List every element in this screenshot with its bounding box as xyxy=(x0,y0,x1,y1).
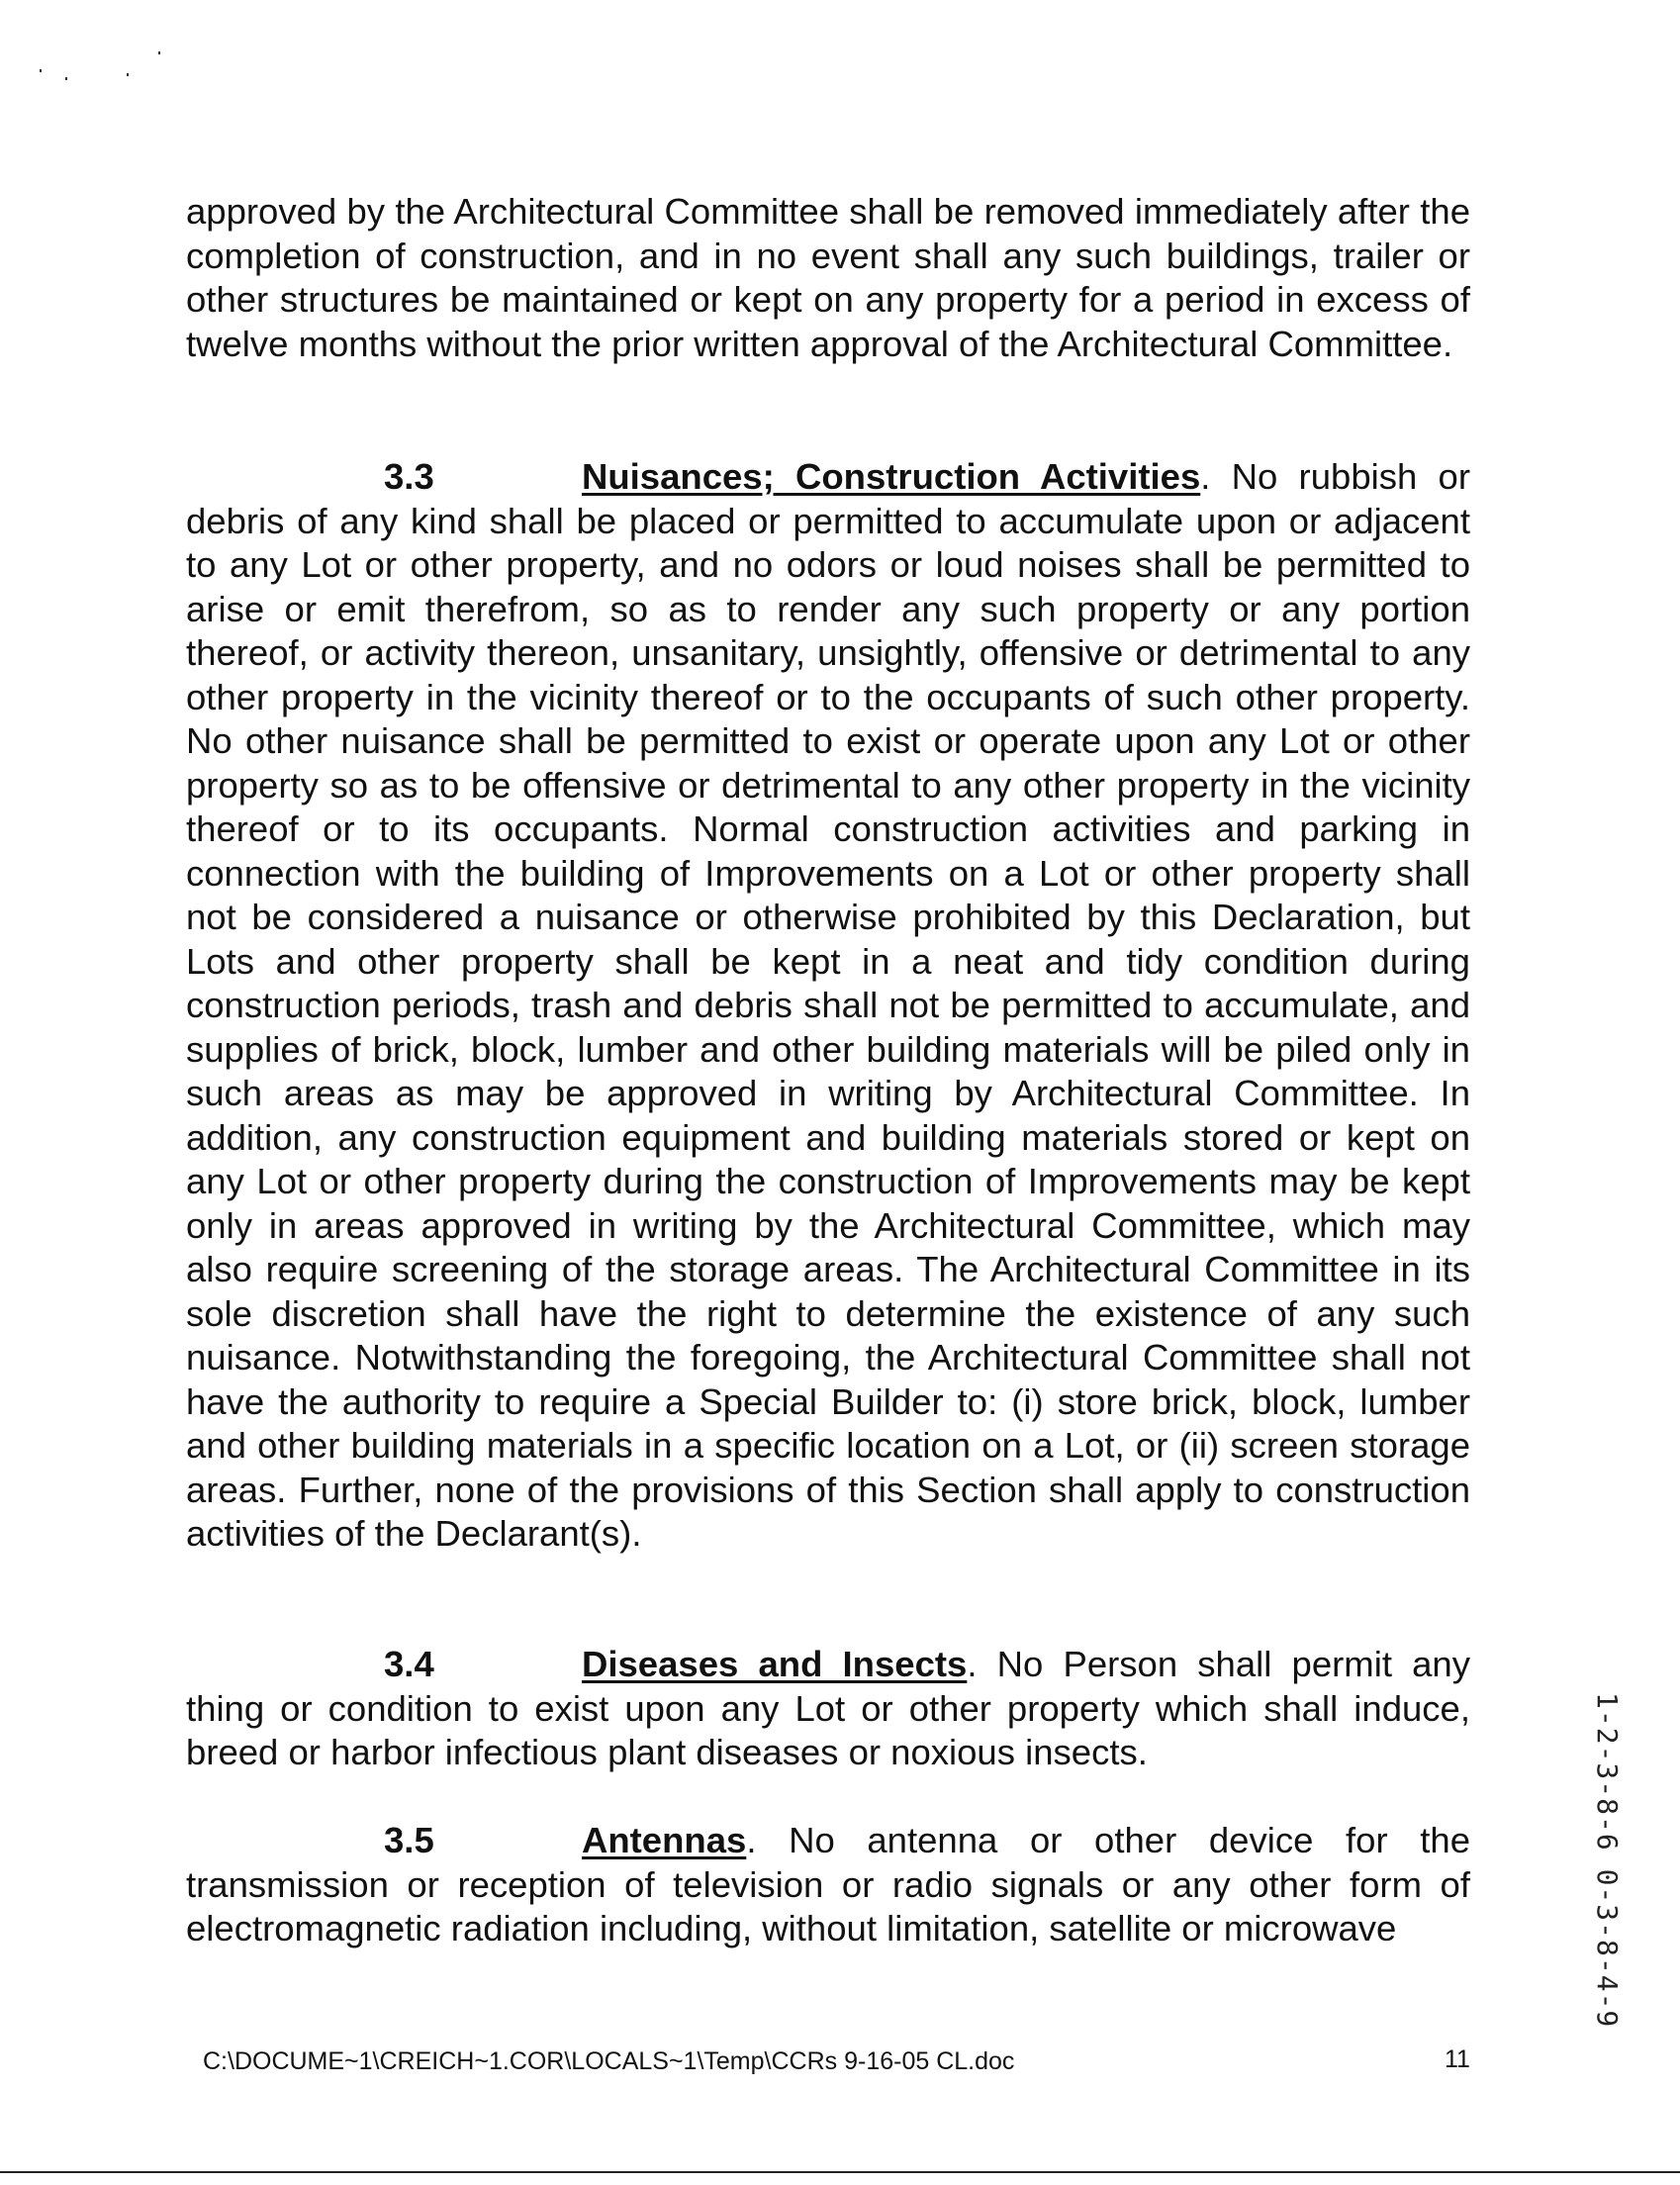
scan-speck xyxy=(127,73,129,76)
section-3-4: 3.4 Diseases and Insects. No Person shall permit any thing or condition to exist upon any Lot or other property which shall induce, breed or harbor infectious plant diseases or noxious insects. xyxy=(186,1644,1470,1772)
margin-stamp xyxy=(1591,1692,1625,2029)
section-number: 3.3 xyxy=(384,456,434,497)
section-body: No antenna or other device for the transmission or reception of television or radio signals or any other form of electromagnetic radiation including, without limitation, satellite or microwave xyxy=(186,1820,1470,1948)
section-number: 3.4 xyxy=(384,1644,434,1684)
section-body: No Person shall permit any thing or condition to exist upon any Lot or other property which shall induce, breed or harbor infectious plant diseases or noxious insects. xyxy=(186,1644,1470,1772)
margin-stamp-text: 1-2-3-8-6 0-3-8-4-9 xyxy=(1591,1692,1624,2029)
section-title: Nuisances; Construction Activities xyxy=(582,456,1201,497)
bottom-rule xyxy=(0,2171,1680,2173)
section-3-3: 3.3 Nuisances; Construction Activities. No rubbish or debris of any kind shall be placed or permitted to accumulate upon or adjacent to any Lot or other property, and no odors or loud noises shall be permitted to arise or emit therefrom, so as to render any such property or any portion thereof, or activity thereon, unsanitary, unsightly, offensive or detrimental to any other property in the vicinity thereof or to the occupants of such other property. No other nuisance shall be permitted to exist or operate upon any Lot or other property so as to be offensive or detrimental to any other property in the vicinity thereof or to its occupants. Normal construction activities and parking in connection with the building of Improvements on a Lot or other property shall not be considered a nuisance or otherwise prohibited by this Declaration, but Lots and other property shall be kept in a neat and tidy condition during construction periods, trash and debris shall not be permitted to accumulate, and supplies of brick, block, lumber and other building materials will be piled only in such areas as may be approved in writing by Architectural Committee. In addition, any construction equipment and building materials stored or kept on any Lot or other property during the construction of Improvements may be kept only in areas approved in writing by the Architectural Committee, which may also require screening of the storage areas. The Architectural Committee in its sole discretion shall have the right to determine the existence of any such nuisance. Notwithstanding the foregoing, the Architectural Committee shall not have the authority to require a Special Builder to: (i) store brick, block, lumber and other building materials in a specific location on a Lot, or (ii) screen storage areas. Further, none of the provisions of this Section shall apply to construction activities of the Declarant(s). xyxy=(186,456,1470,1554)
section-title: Antennas xyxy=(582,1820,747,1860)
scan-speck xyxy=(65,77,67,80)
continued-paragraph: approved by the Architectural Committee shall be removed immediately after the completion of construction, and in no event shall any such buildings, trailer or other structures be maintained or kept on any property for a period in excess of twelve months without the prior written approval of the Architectural Committee. xyxy=(186,191,1470,364)
section-title: Diseases and Insects xyxy=(582,1644,968,1684)
section-3-5: 3.5 Antennas. No antenna or other device for the transmission or reception of television or radio signals or any other form of electromagnetic radiation including, without limitation, satellite or microwave xyxy=(186,1820,1470,1948)
scan-speck xyxy=(40,69,42,72)
page-number: 11 xyxy=(1445,2045,1470,2073)
section-number: 3.5 xyxy=(384,1820,434,1860)
section-body: No rubbish or debris of any kind shall be placed or permitted to accumulate upon or adjacent to any Lot or other property, and no odors or loud noises shall be permitted to arise or emit therefrom, so as to render any such property or any portion thereof, or activity thereon, unsanitary, unsightly, offensive or detrimental to any other property in the vicinity thereof or to the occupants of such other property. No other nuisance shall be permitted to exist or operate upon any Lot or other property so as to be offensive or detrimental to any other property in the vicinity thereof or to its occupants. Normal construction activities and parking in connection with the building of Improvements on a Lot or other property shall not be considered a nuisance or otherwise prohibited by this Declaration, but Lots and other property shall be kept in a neat and tidy condition during construction periods, trash and debris shall not be permitted to accumulate, and supplies of brick, block, lumber and other building materials will be piled only in such areas as may be approved in writing by Architectural Committee. In addition, any construction equipment and building materials stored or kept on any Lot or other property during the construction of Improvements may be kept only in areas approved in writing by the Architectural Committee, which may also require screening of the storage areas. The Architectural Committee in its sole discretion shall have the right to determine the existence of any such nuisance. Notwithstanding the foregoing, the Architectural Committee shall not have the authority to require a Special Builder to: (i) store brick, block, lumber and other building materials in a specific location on a Lot, or (ii) screen storage areas. Further, none of the provisions of this Section shall apply to construction activities of the Declarant(s). xyxy=(186,456,1470,1554)
footer-file-path: C:\DOCUME~1\CREICH~1.COR\LOCALS~1\Temp\CCRs 9-16-05 CL.doc xyxy=(203,2047,1015,2075)
scan-speck xyxy=(158,51,160,54)
